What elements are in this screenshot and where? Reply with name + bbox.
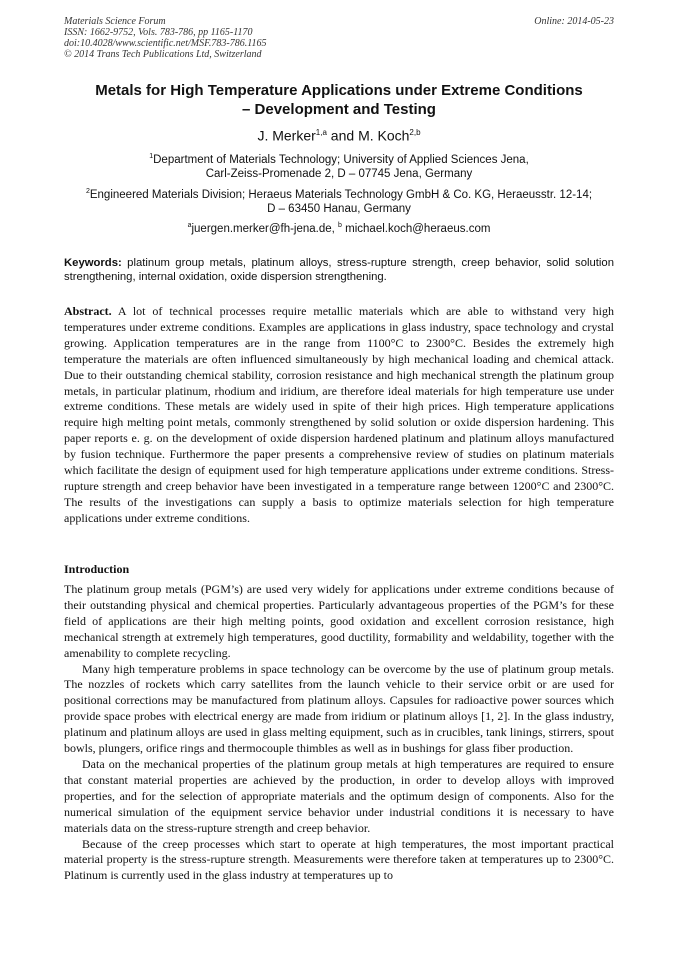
affiliation-1-text-1: Department of Materials Technology; University of Applied Sciences Jena, [153, 153, 529, 166]
introduction-heading: Introduction [64, 562, 130, 576]
intro-paragraph-1: The platinum group metals (PGM’s) are used very widely for applications under extreme conditions because of their outstanding physical and chemical properties. Particularly advantageous properties of the PGM’s for these field of applications are their high melting points, good oxidation and excellent corrosion resistance, high mechanical strength at extremely high temperatures, good ductility, formability and weldability, together with the amenability to complete recycling. [64, 582, 614, 660]
email-b-mark: b [338, 222, 342, 229]
author-emails [64, 222, 614, 235]
introduction-body [64, 582, 614, 884]
affiliation-1 [64, 150, 614, 181]
issn-line: ISSN: 1662-9752, Vols. 783-786, pp 1165-1170 [64, 27, 253, 38]
keywords-text: platinum group metals, platinum alloys, stress-rupture strength, creep behavior, solid solution strengthening, internal oxidation, oxide dispersion strengthening. [64, 257, 614, 283]
intro-paragraph-4: Because of the creep processes which start to operate at high temperatures, the most important practical material property is the stress-rupture strength. Measurements were therefore taken at temperatures up to 2300°C. Platinum is currently used in the glass industry at temperatures up to [64, 836, 614, 883]
author-list [64, 124, 614, 145]
email-b-link[interactable]: michael.koch@heraeus.com [341, 222, 491, 235]
affiliation-2-line-2: D – 63450 Hanau, Germany [267, 202, 411, 215]
affiliation-1-line-1 [64, 150, 614, 167]
affiliation-2 [64, 185, 614, 216]
affiliation-2-mark: 2 [85, 188, 90, 195]
affiliation-1-mark: 1 [149, 153, 154, 160]
title-line-2: – Development and Testing [242, 101, 436, 118]
title-line-1: Metals for High Temperature Applications under Extreme Conditions [95, 82, 583, 99]
intro-paragraph-3: Data on the mechanical properties of the platinum group metals at high temperatures are required to ensure that constant material properties are achieved by the production, in order to develop alloys with improved properties, and for the selection of appropriate materials and the optimum design of components. Also for the numerical simulation of the equipment service behavior under industrial conditions it is necessary to have materials data on the stress-rupture strength and creep behavior. [64, 756, 614, 835]
copyright-line: © 2014 Trans Tech Publications Ltd, Switzerland [64, 49, 262, 60]
abstract-label: Abstract. [64, 304, 112, 318]
author-1-affil-mark: 1,a [315, 128, 327, 137]
doi-line: doi:10.4028/www.scientific.net/MSF.783-786.1165 [64, 38, 267, 49]
email-a-mark: a [187, 222, 192, 229]
author-2-affil-mark: 2,b [409, 128, 421, 137]
abstract-text: A lot of technical processes require metallic materials which are able to withstand very high temperatures under extreme conditions. Examples are applications in glass industry, space technology and crystal growing. Application temperatures are in the range from 1100°C to 2300°C. Besides the extremely high temperature the materials are often influenced simultaneously by high mechanical loading and chemical attack. Due to their outstanding chemical stability, corrosion resistance and high mechanical strength the platinum group metals, in particular platinum, rhodium and iridium, are therefore ideal materials for high temperature use under extreme conditions. These metals are widely used in spite of their high prices. High temperature applications require high melting point metals, commonly strengthened by solid solution or oxide dispersion hardening. This paper reports e. g. on the development of oxide dispersion hardened platinum and platinum alloys manufactured by fusion technique. Furthermore the paper presents a comprehensive review of studies on platinum materials which facilitate the design of equipment used for high temperature applications under extreme conditions. Stress-rupture strength and creep behavior have been investigated in a temperature range between 1200°C and 2300°C. The results of the investigations can supply a basis to optimize materials selection for high temperature applications under extreme conditions. [64, 304, 614, 525]
author-2: M. Koch [358, 127, 410, 144]
journal-name: Materials Science Forum [64, 16, 166, 27]
author-conjunction: and [326, 127, 359, 144]
intro-paragraph-2: Many high temperature problems in space technology can be overcome by the use of platinum group metals. The nozzles of rockets which carry satellites from the launch vehicle to their service orbit or are used for positional corrections may be manufactured from platinum alloys. Capsules for radioactive power sources which provide space probes with electrical energy are made from iridium or platinum alloys [1, 2]. In the glass industry, platinum and platinum alloys are used in glass melting equipment, such as in crucibles, tank linings, stirrers, spout bowls, plungers, orifice rings and thermocouple thimbles as well as in bushings for glass fiber production. [64, 661, 614, 756]
email-a-link[interactable]: juergen.merker@fh-jena.de, [191, 222, 339, 235]
affiliation-2-text-1: Engineered Materials Division; Heraeus Materials Technology GmbH & Co. KG, Heraeusstr. 12-14; [89, 188, 593, 201]
keywords-label: Keywords: [64, 257, 122, 269]
abstract-section [64, 304, 614, 527]
affiliation-1-line-2: Carl-Zeiss-Promenade 2, D – 07745 Jena, Germany [205, 167, 473, 180]
paper-title [64, 81, 614, 119]
keywords-section [64, 256, 614, 284]
journal-header [64, 16, 614, 60]
affiliation-2-line-1 [64, 185, 614, 202]
online-date: Online: 2014-05-23 [534, 16, 614, 27]
author-1: J. Merker [257, 127, 316, 144]
